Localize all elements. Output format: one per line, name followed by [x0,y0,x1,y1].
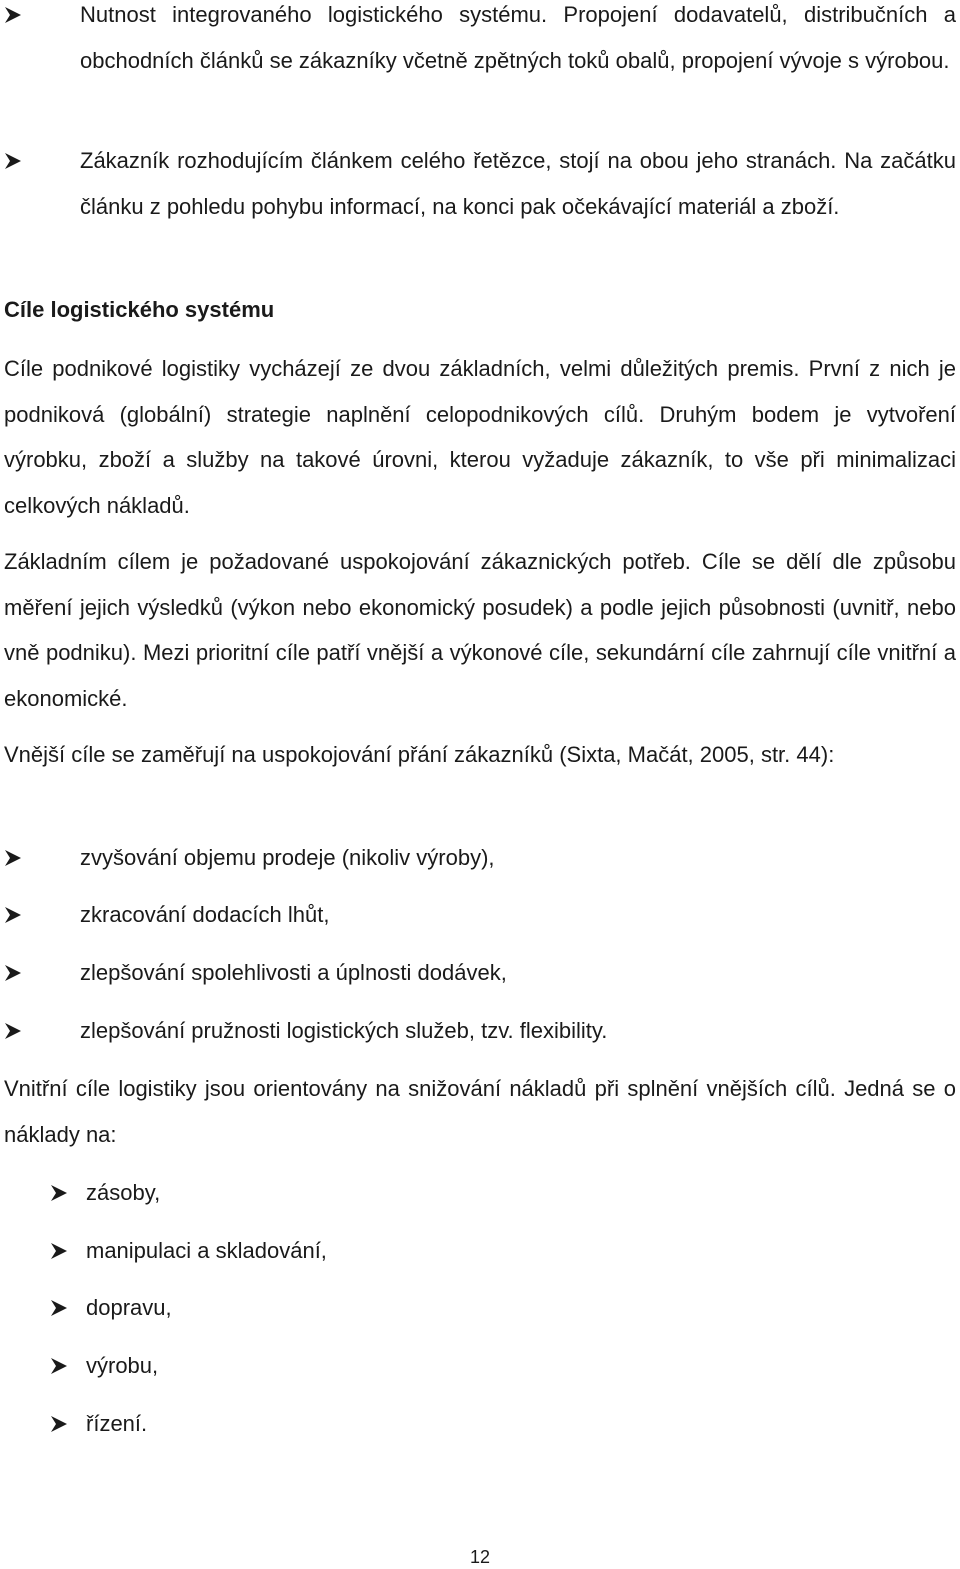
page-number: 12 [469,1547,491,1567]
list-item [4,1343,956,1389]
arrowhead-bullet-icon [50,1357,68,1375]
arrowhead-bullet-icon [4,906,22,924]
bullet-text: Nutnost integrovaného logistického systému. Propojení dodavatelů, distribučních a obchodních článků se zákazníky včetně zpětných toků obalů, propojení vývoje s výrobou. [80,2,956,73]
paragraph: Základním cílem je požadované uspokojování zákaznických potřeb. Cíle se dělí dle způsobu měření jejich výsledků (výkon nebo ekonomický posudek) a podle jejich působnosti (uvnitř, nebo vně podniku). Mezi prioritní cíle patří vnější a výkonové cíle, sekundární cíle zahrnují cíle vnitřní a ekonomické. [4,549,956,711]
bullet-text: výrobu, [86,1353,159,1378]
paragraph: Vnější cíle se zaměřují na uspokojování přání zákazníků (Sixta, Mačát, 2005, str. 44): [4,742,835,767]
list-item [4,1170,956,1216]
list-item [4,835,956,881]
bullet-text: zlepšování spolehlivosti a úplnosti dodávek, [80,960,507,985]
list-item [4,138,956,229]
arrowhead-bullet-icon [4,849,22,867]
arrowhead-bullet-icon [50,1415,68,1433]
list-item [4,1285,956,1331]
bullet-text: zlepšování pružnosti logistických služeb, tzv. flexibility. [80,1018,608,1043]
arrowhead-bullet-icon [4,6,22,24]
bullet-text: dopravu, [86,1295,172,1320]
list-item [4,1228,956,1274]
bullet-text: řízení. [86,1411,148,1436]
arrowhead-bullet-icon [50,1242,68,1260]
list-item [4,892,956,938]
bullet-text: zásoby, [86,1180,161,1205]
arrowhead-bullet-icon [4,1022,22,1040]
document-page [4,0,956,1569]
bullet-text: manipulaci a skladování, [86,1238,327,1263]
arrowhead-bullet-icon [50,1299,68,1317]
list-item [4,950,956,996]
arrowhead-bullet-icon [4,152,22,170]
list-item [4,1401,956,1447]
arrowhead-bullet-icon [50,1184,68,1202]
paragraph: Cíle podnikové logistiky vycházejí ze dvou základních, velmi důležitých premis. První z nich je podniková (globální) strategie naplnění celopodnikových cílů. Druhým bodem je vytvoření výrobku, zboží a služby na takové úrovni, kterou vyžaduje zákazník, to vše při minimalizaci celkových nákladů. [4,356,956,518]
paragraph: Vnitřní cíle logistiky jsou orientovány na snižování nákladů při splnění vnějších cílů. Jedná se o náklady na: [4,1076,956,1147]
section-heading: Cíle logistického systému [4,297,275,322]
bullet-text: zkracování dodacích lhůt, [80,902,330,927]
list-item [4,1008,956,1054]
list-item [4,0,956,83]
arrowhead-bullet-icon [4,964,22,982]
bullet-text: Zákazník rozhodujícím článkem celého řetězce, stojí na obou jeho stranách. Na začátku článku z pohledu pohybu informací, na konci pak očekávající materiál a zboží. [80,148,956,219]
bullet-text: zvyšování objemu prodeje (nikoliv výroby), [80,845,495,870]
